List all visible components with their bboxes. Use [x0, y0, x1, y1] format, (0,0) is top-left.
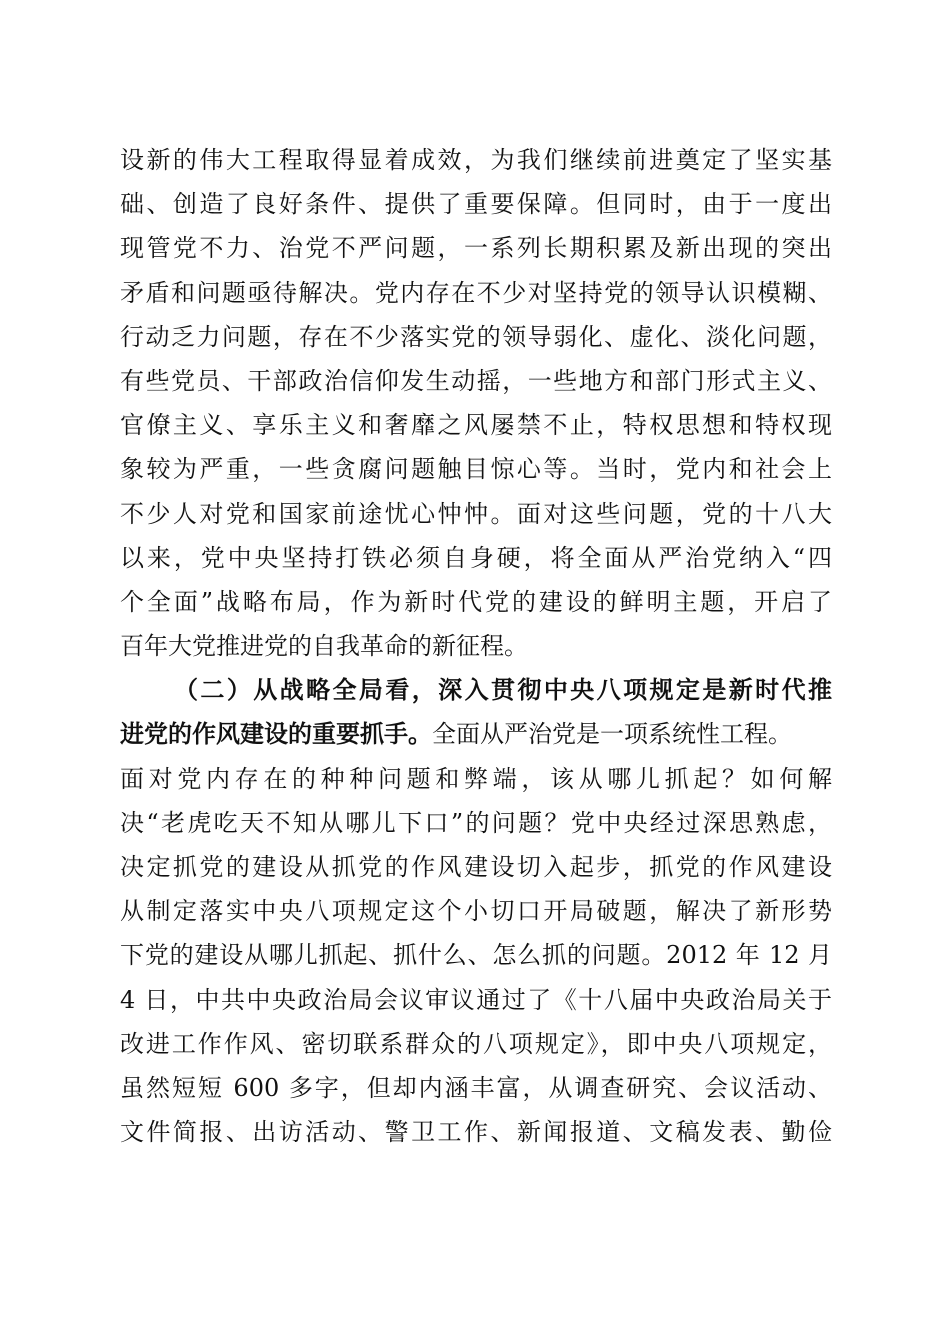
body-text [120, 138, 832, 1154]
text-line: 4 日，中共中央政治局会议审议通过了《十八届中央政治局关于 [120, 985, 832, 1014]
text-line: 设新的伟大工程取得显着成效，为我们继续前进奠定了坚实基 [120, 146, 832, 174]
section-heading-tail: 进党的作风建设的重要抓手。 [120, 719, 432, 749]
text-line: 百年大党推进党的自我革命的新征程。 [120, 632, 528, 661]
text-line [120, 712, 832, 756]
text-line: 从制定落实中央八项规定这个小切口开局破题，解决了新形势 [120, 897, 832, 926]
text-line: 象较为严重，一些贪腐问题触目惊心等。当时，党内和社会上 [120, 455, 832, 484]
text-line: 面对党内存在的种种问题和弊端，该从哪儿抓起？如何解 [120, 764, 832, 793]
text-line: 文件简报、出访活动、警卫工作、新闻报道、文稿发表、勤俭 [120, 1118, 832, 1147]
text-line: 矛盾和问题亟待解决。党内存在不少对坚持党的领导认识模糊、 [120, 278, 832, 307]
text-line: 现管党不力、治党不严问题，一系列长期积累及新出现的突出 [120, 234, 832, 263]
section-heading-line: （二）从战略全局看，深入贯彻中央八项规定是新时代推 [174, 675, 832, 705]
text-line: 官僚主义、享乐主义和奢靡之风屡禁不止，特权思想和特权现 [120, 411, 832, 440]
text-line: 改进工作作风、密切联系群众的八项规定》，即中央八项规定， [120, 1029, 832, 1058]
text-line: 决定抓党的建设从抓党的作风建设切入起步，抓党的作风建设 [120, 853, 832, 881]
text-line: 不少人对党和国家前途忧心忡忡。面对这些问题，党的十八大 [120, 499, 832, 528]
text-line: 决“老虎吃天不知从哪儿下口”的问题？党中央经过深思熟虑， [120, 808, 832, 837]
text-line: 础、创造了良好条件、提供了重要保障。但同时，由于一度出 [120, 190, 832, 219]
text-line: 下党的建设从哪儿抓起、抓什么、怎么抓的问题。2012 年 12 月 [120, 941, 832, 970]
text-line: 虽然短短 600 多字，但却内涵丰富，从调查研究、会议活动、 [120, 1073, 832, 1102]
text-line: 行动乏力问题，存在不少落实党的领导弱化、虚化、淡化问题， [120, 322, 832, 351]
text-span: 全面从严治党是一项系统性工程。 [432, 720, 792, 749]
text-line: 有些党员、干部政治信仰发生动摇，一些地方和部门形式主义、 [120, 366, 832, 395]
text-line: 个全面”战略布局，作为新时代党的建设的鲜明主题，开启了 [120, 587, 832, 616]
text-line: 以来，党中央坚持打铁必须自身硬，将全面从严治党纳入“四 [120, 543, 832, 572]
